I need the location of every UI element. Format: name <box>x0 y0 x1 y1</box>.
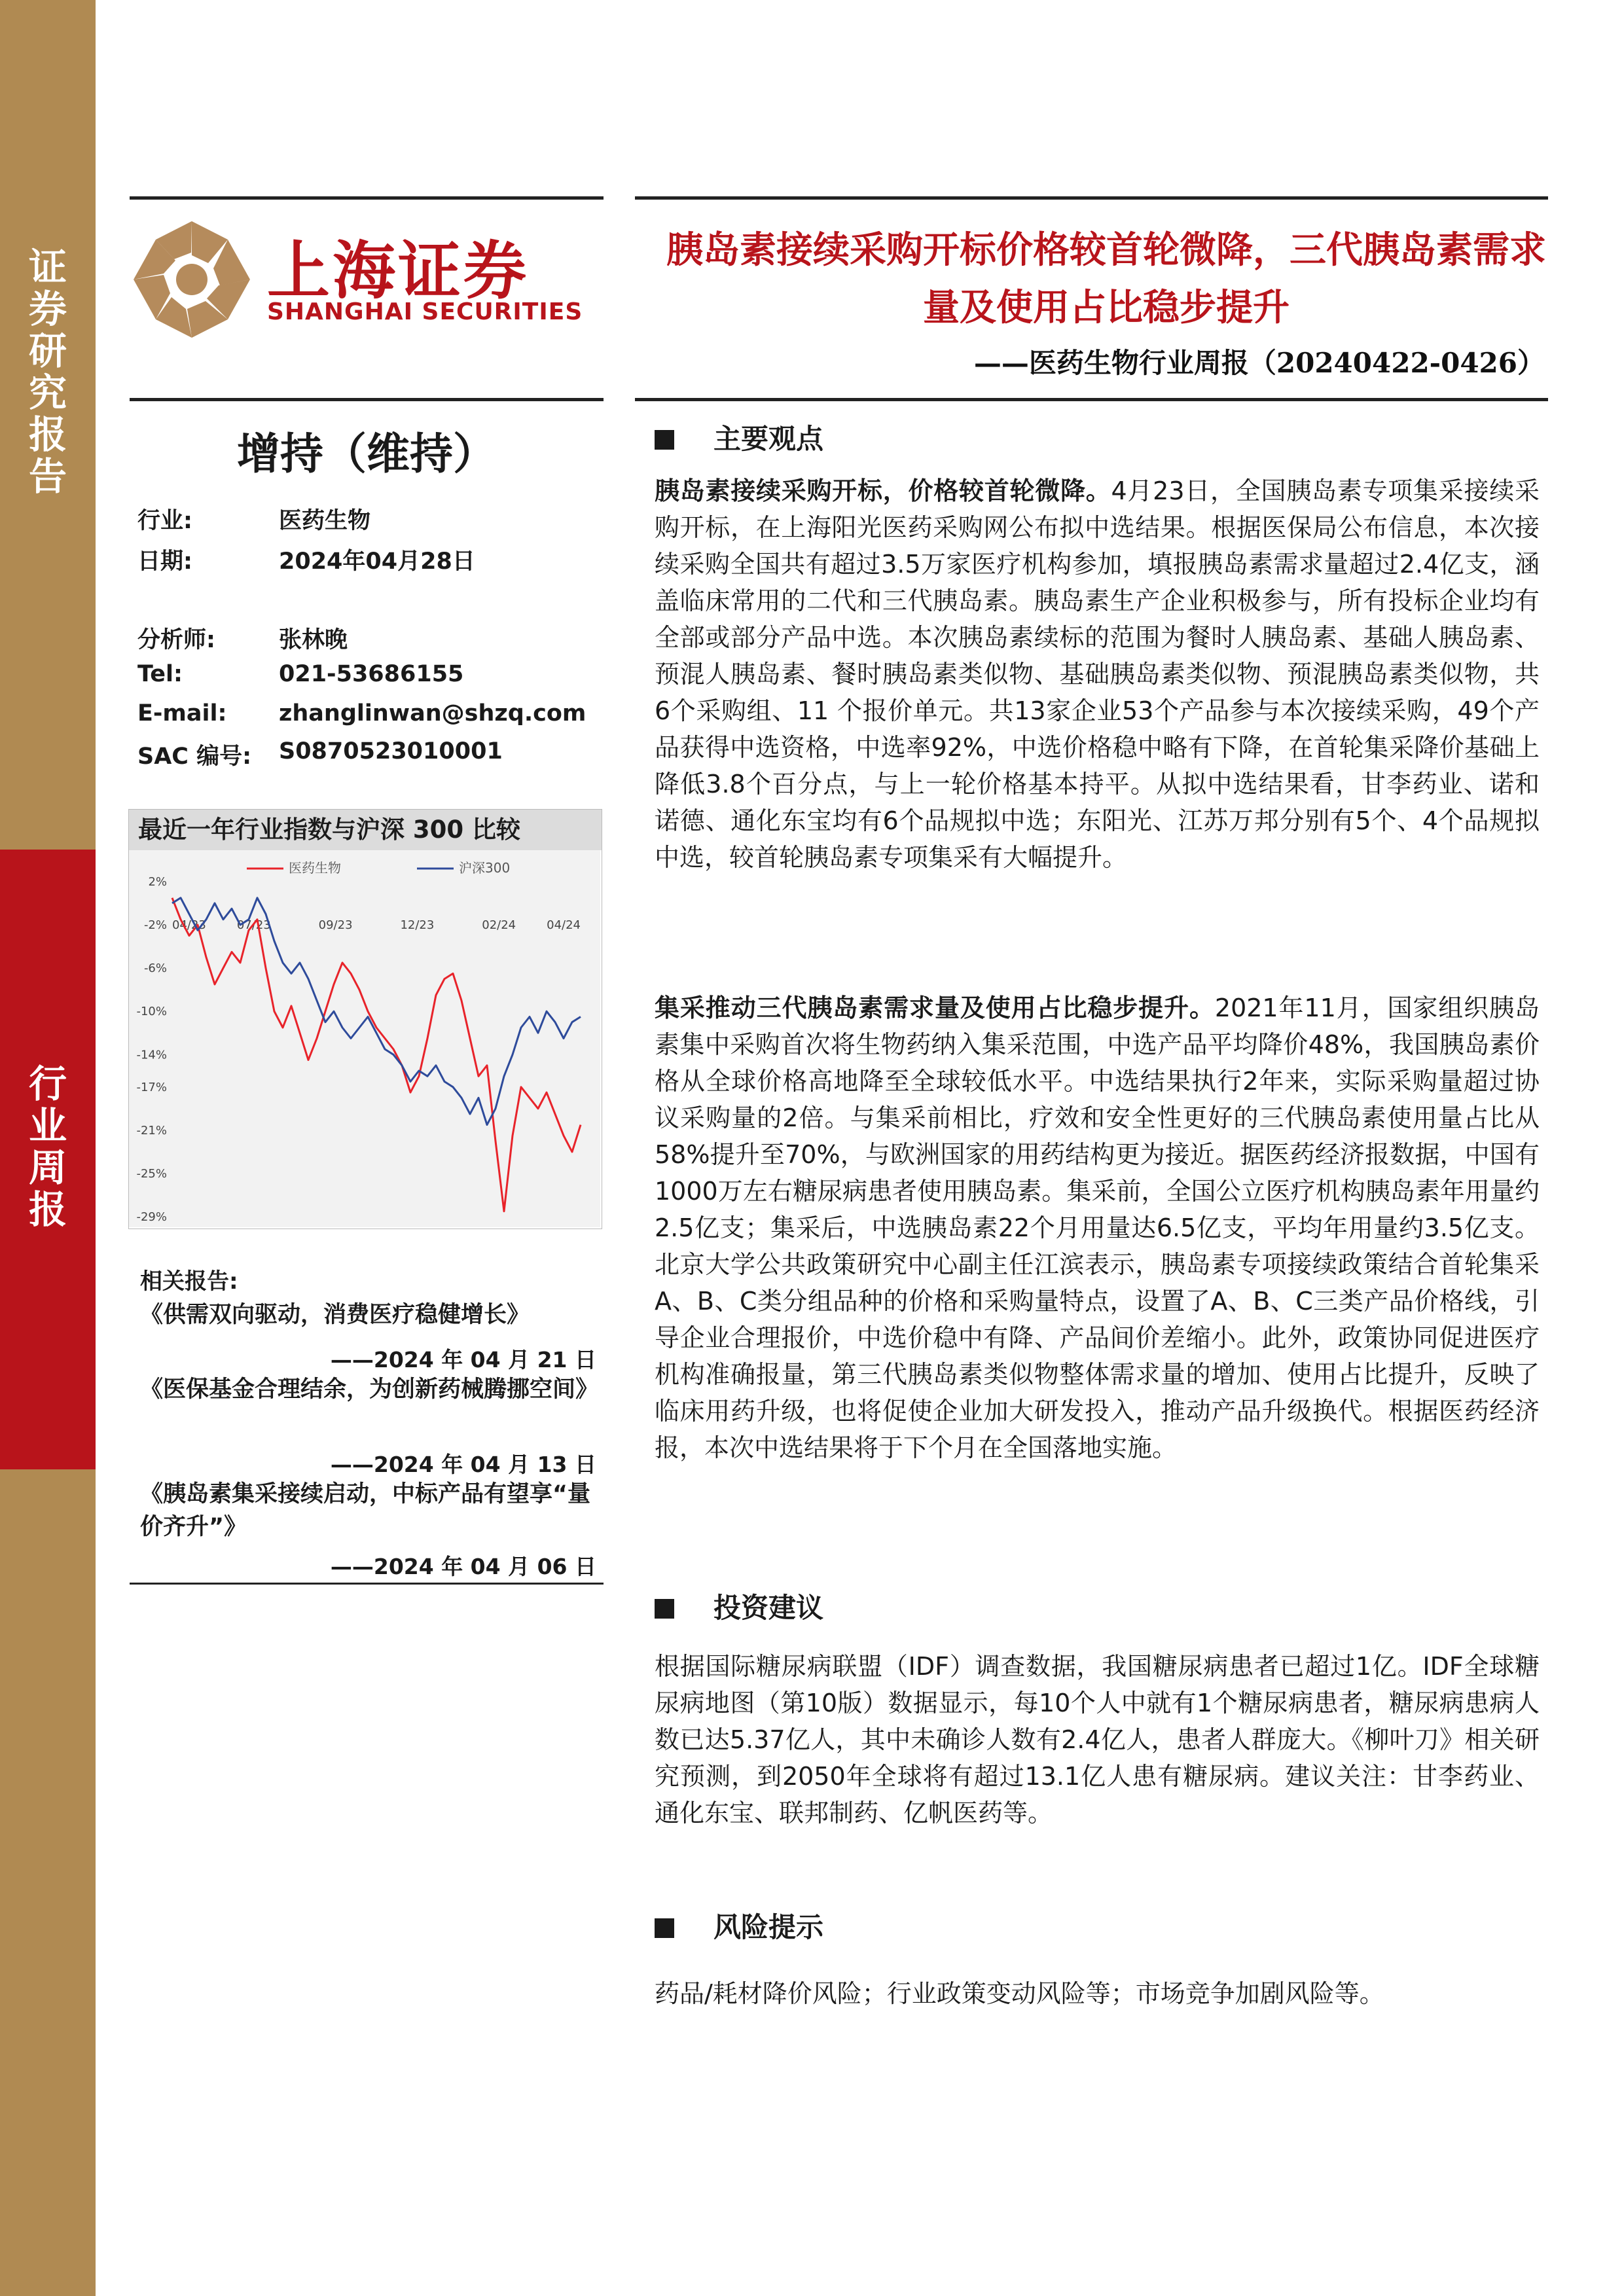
x-tick-label: 02/24 <box>482 918 516 933</box>
related-report-1-date: ——2024 年 04 月 21 日 <box>330 1347 596 1372</box>
related-rule <box>130 1583 604 1585</box>
sidebar-char: 周 <box>28 1145 67 1190</box>
section-investment <box>655 1587 823 1626</box>
legend-label: 沪深300 <box>459 860 511 876</box>
analyst-label: 分析师: <box>137 627 215 653</box>
industry-value: 医药生物 <box>279 508 371 534</box>
related-report-1[interactable]: 《供需双向驱动，消费医疗稳健增长》 <box>140 1302 530 1328</box>
analyst-value: 张林晚 <box>279 627 348 653</box>
rating-rule-left <box>130 398 604 401</box>
comparison-chart <box>129 850 600 1227</box>
company-logo <box>130 217 588 342</box>
y-tick-label: -29% <box>136 1210 167 1224</box>
report-subtitle: ——医药生物行业周报（20240422-0426） <box>973 347 1545 379</box>
section-investment-title: 投资建议 <box>713 1592 824 1624</box>
y-tick-label: -10% <box>136 1005 167 1019</box>
paragraph-third-gen <box>655 990 1540 1466</box>
sidebar-char: 券 <box>28 287 67 331</box>
email-value[interactable]: zhanglinwan@shzq.com <box>279 700 586 726</box>
sidebar-report-category <box>0 1063 96 1230</box>
header-rule-left <box>130 196 604 200</box>
logo-chinese: 上海证券 <box>267 234 529 308</box>
x-tick-label: 07/23 <box>236 918 271 933</box>
sidebar-char: 报 <box>28 1187 67 1232</box>
sac-label: SAC 编号: <box>137 744 252 770</box>
rating-rule-right <box>635 398 1548 401</box>
section-risk <box>655 1906 823 1945</box>
email-label: E-mail: <box>137 700 227 726</box>
related-report-3[interactable]: 《胰岛素集采接续启动，中标产品有望享“量价齐升”》 <box>140 1481 591 1540</box>
related-report-3-date: ——2024 年 04 月 06 日 <box>330 1554 596 1579</box>
sidebar-char: 究 <box>28 370 67 415</box>
paragraph-insulin-bid <box>655 473 1540 876</box>
legend-label: 医药生物 <box>289 860 341 876</box>
y-tick-label: -21% <box>136 1123 167 1138</box>
y-tick-label: -14% <box>136 1048 167 1062</box>
sidebar-report-type <box>0 246 96 497</box>
section-square-icon <box>655 430 674 450</box>
sac-value: S0870523010001 <box>279 738 503 764</box>
y-tick-label: -6% <box>143 961 167 976</box>
y-tick-label: -17% <box>136 1080 167 1094</box>
industry-label: 行业: <box>137 508 192 534</box>
section-risk-title: 风险提示 <box>713 1911 824 1943</box>
sidebar-report-type-text <box>0 246 96 497</box>
sidebar-char: 证 <box>28 245 67 289</box>
section-main-views <box>655 418 823 457</box>
x-tick-label: 04/23 <box>172 918 206 933</box>
sidebar-char: 告 <box>28 454 67 499</box>
comparison-chart-box <box>128 809 602 1229</box>
chart-title: 最近一年行业指数与沪深 300 比较 <box>129 810 602 850</box>
section-main-views-title: 主要观点 <box>713 423 824 455</box>
y-tick-label: -2% <box>143 918 167 933</box>
report-title: 胰岛素接续采购开标价格较首轮微降，三代胰岛素需求量及使用占比稳步提升 <box>666 228 1546 329</box>
paragraph-risk: 药品/耗材降价风险；行业政策变动风险等；市场竞争加剧风险等。 <box>655 1979 1384 2008</box>
sidebar-char: 报 <box>28 412 67 457</box>
paragraph-insulin-bid-body: 4月23日，全国胰岛素专项集采接续采购开标，在上海阳光医药采购网公布拟中选结果。根据医保局公布信息，本次接续采购全国共有超过3.5万家医疗机构参加，填报胰岛素需求量超过2.4亿支，涵盖临床常用的二代和三代胰岛素。胰岛素生产企业积极参与，所有投标企业均有全部或部分产品中选。本次胰岛素续标的范围为餐时人胰岛素、基础人胰岛素、预混人胰岛素、餐时胰岛素类似物、基础胰岛素类似物、预混胰岛素类似物，共6个采购组、11 个报价单元。共13家企业53个产品参与本次接续采购，49个产品获得中选资格，中选率92%，中选价格稳中略有下降，在首轮集采降价基础上降低3.8个百分点，与上一轮价格基本持平。从拟中选结果看，甘李药业、诺和诺德、通化东宝均有6个品规拟中选；东阳光、江苏万邦分别有5个、4个品规拟中选，较首轮胰岛素专项集采有大幅提升。 <box>655 476 1540 872</box>
related-reports-title: 相关报告: <box>140 1268 238 1295</box>
paragraph-investment: 根据国际糖尿病联盟（IDF）调查数据，我国糖尿病患者已超过1亿。IDF全球糖尿病地图（第10版）数据显示，每10个人中就有1个糖尿病患者，糖尿病患病人数已达5.37亿人，其中未确诊人数有2.4亿人，患者人群庞大。《柳叶刀》相关研究预测，到2050年全球将有超过13.1亿人患有糖尿病。建议关注：甘李药业、通化东宝、联邦制药、亿帆医药等。 <box>655 1652 1540 1827</box>
related-report-2-date: ——2024 年 04 月 13 日 <box>330 1452 596 1477</box>
related-report-2[interactable]: 《医保基金合理结余，为创新药械腾挪空间》 <box>140 1376 599 1403</box>
paragraph-third-gen-body: 2021年11月，国家组织胰岛素集中采购首次将生物药纳入集采范围，中选产品平均降价48%，我国胰岛素价格从全球价格高地降至全球较低水平。中选结果执行2年来，实际采购量超过协议采购量的2倍。与集采前相比，疗效和安全性更好的三代胰岛素使用量占比从58%提升至70%，与欧洲国家的用药结构更为接近。据医药经济报数据，中国有1000万左右糖尿病患者使用胰岛素。集采前，全国公立医疗机构胰岛素年用量约2.5亿支；集采后，中选胰岛素22个月用量达6.5亿支，平均年用量约3.5亿支。北京大学公共政策研究中心副主任江滨表示，胰岛素专项接续政策结合首轮集采A、B、C类分组品种的价格和采购量特点，设置了A、B、C三类产品价格线，引导企业合理报价，中选价稳中有降、产品间价差缩小。此外，政策协同促进医疗机构准确报量，第三代胰岛素类似物整体需求量的增加、使用占比提升，反映了临床用药升级，也将促使企业加大研发投入，推动产品升级换代。根据医药经济报，本次中选结果将于下个月在全国落地实施。 <box>655 994 1540 1462</box>
sidebar-char: 研 <box>28 329 67 373</box>
logo-english: SHANGHAI SECURITIES <box>267 298 583 325</box>
x-tick-label: 12/23 <box>400 918 435 933</box>
section-square-icon <box>655 1599 674 1619</box>
tel-label: Tel: <box>137 661 183 687</box>
section-square-icon <box>655 1918 674 1938</box>
date-value: 2024年04月28日 <box>279 548 475 575</box>
logo-emblem-icon <box>130 217 254 342</box>
tel-value: 021-53686155 <box>279 661 464 687</box>
y-tick-label: -25% <box>136 1166 167 1181</box>
x-tick-label: 09/23 <box>318 918 353 933</box>
x-tick-label: 04/24 <box>547 918 581 933</box>
sidebar-report-category-text <box>0 1063 96 1230</box>
paragraph-third-gen-lead: 集采推动三代胰岛素需求量及使用占比稳步提升。 <box>655 993 1215 1022</box>
date-label: 日期: <box>137 548 192 575</box>
y-tick-label: 2% <box>148 875 167 889</box>
sidebar-char: 业 <box>28 1103 67 1148</box>
paragraph-insulin-bid-lead: 胰岛素接续采购开标，价格较首轮微降。 <box>655 476 1111 505</box>
header-rule-right <box>635 196 1548 200</box>
rating: 增持（维持） <box>237 428 496 479</box>
sidebar-char: 行 <box>28 1062 67 1106</box>
